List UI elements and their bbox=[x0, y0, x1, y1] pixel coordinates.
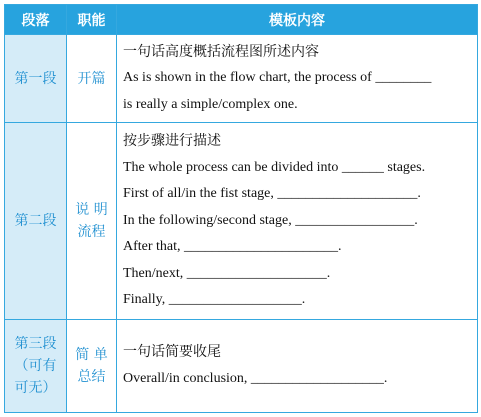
content-line: After that, ______________________. bbox=[123, 239, 342, 255]
table-row bbox=[5, 123, 478, 320]
header-template-content: 模板内容 bbox=[117, 5, 478, 35]
paragraph-label bbox=[5, 320, 67, 413]
content-line: is really a simple/complex one. bbox=[123, 96, 298, 112]
content-line: Then/next, ____________________. bbox=[123, 265, 331, 281]
paragraph-label-text: 第三段 bbox=[14, 336, 57, 352]
table-row bbox=[5, 320, 478, 413]
paragraph-label-text: 第一段 bbox=[14, 70, 57, 87]
content-line: 一句话简要收尾 bbox=[123, 344, 221, 361]
content-line: First of all/in the fist stage, ____________________. bbox=[123, 186, 421, 202]
template-content bbox=[117, 123, 478, 320]
function-label bbox=[67, 123, 117, 320]
function-label-text: 开篇 bbox=[77, 70, 106, 87]
paragraph-label bbox=[5, 35, 67, 123]
content-line: 一句话高度概括流程图所述内容 bbox=[123, 43, 319, 60]
table-row bbox=[5, 35, 478, 123]
function-label-text: 流程 bbox=[77, 224, 106, 240]
paragraph-label-text: 可无） bbox=[14, 380, 57, 396]
function-label bbox=[67, 35, 117, 123]
header-paragraph: 段落 bbox=[5, 5, 67, 35]
function-label-text: 说 明 bbox=[75, 202, 108, 218]
content-line: Finally, ___________________. bbox=[123, 292, 306, 308]
template-content bbox=[117, 35, 478, 123]
content-line: As is shown in the flow chart, the process of ________ bbox=[123, 70, 432, 86]
function-label bbox=[67, 320, 117, 413]
content-line: In the following/second stage, _________________. bbox=[123, 212, 418, 228]
header-function: 职能 bbox=[67, 5, 117, 35]
function-label-text: 总结 bbox=[77, 369, 106, 385]
paragraph-label bbox=[5, 123, 67, 320]
paragraph-label-text: （可有 bbox=[14, 358, 57, 374]
function-label-text: 简 单 bbox=[75, 347, 108, 363]
table-header-row bbox=[5, 5, 478, 35]
writing-template-table bbox=[4, 4, 478, 413]
template-content bbox=[117, 320, 478, 413]
content-line: 按步骤进行描述 bbox=[123, 132, 221, 149]
content-line: The whole process can be divided into ______ stages. bbox=[123, 159, 426, 175]
paragraph-label-text: 第二段 bbox=[14, 213, 57, 229]
content-line: Overall/in conclusion, ___________________. bbox=[123, 371, 388, 386]
